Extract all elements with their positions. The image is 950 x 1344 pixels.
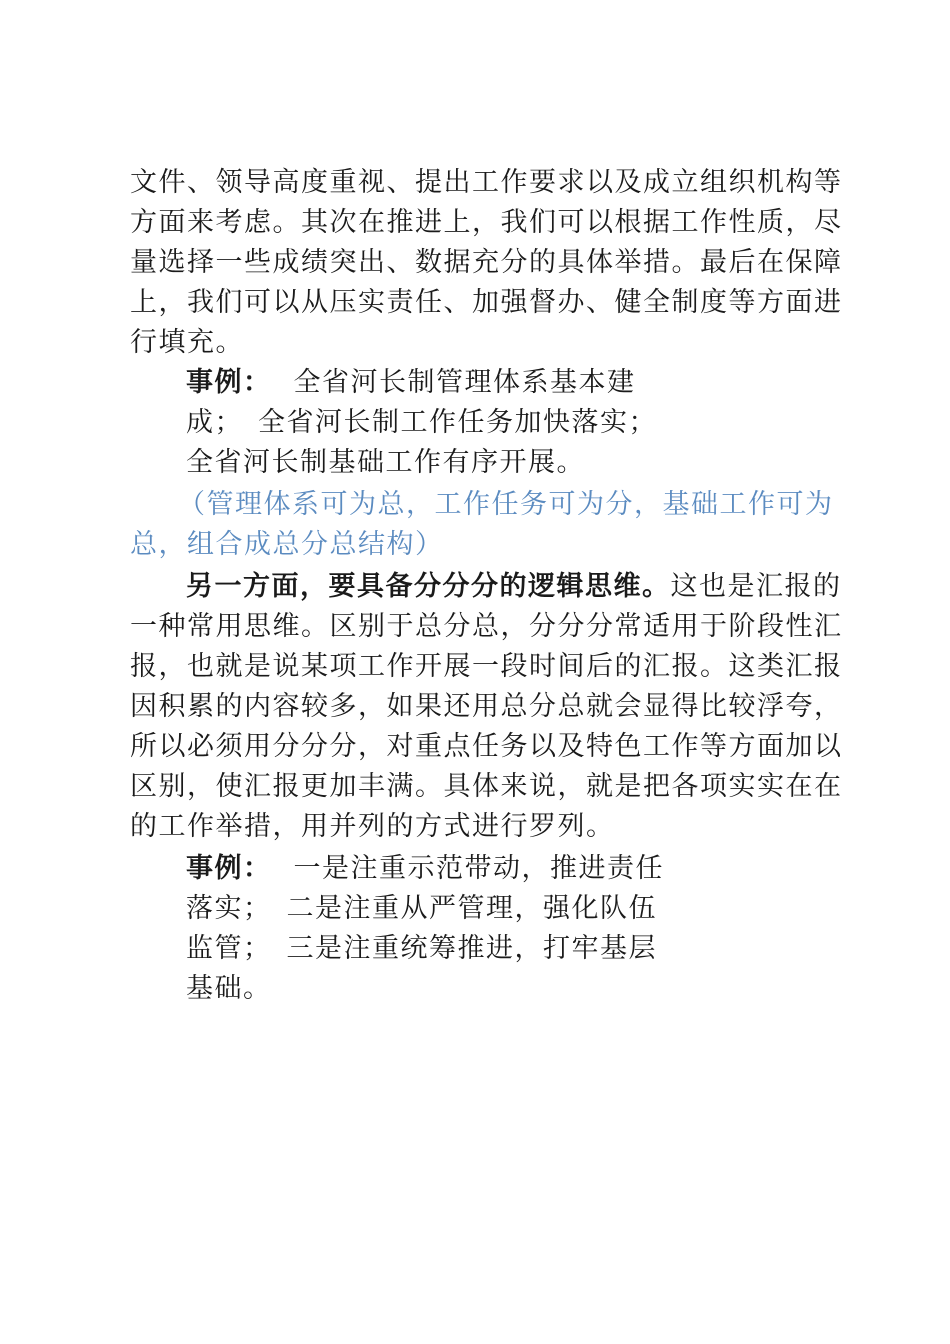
body2-line-6: 区别，使汇报更加丰满。具体来说，就是把各项实实在在 [130, 771, 843, 802]
example2-line-1 [186, 849, 896, 889]
example2-line-4: 基础。 [186, 973, 272, 1004]
example2-text-1: 一是注重示范带动，推进责任 [293, 853, 664, 884]
body2-line-5: 所以必须用分分分，对重点任务以及特色工作等方面加以 [130, 731, 843, 762]
example2-label: 事例： [186, 853, 272, 884]
body2-line-4: 因积累的内容较多，如果还用总分总就会显得比较浮夸， [130, 691, 843, 722]
example2-line-2: 落实； 二是注重从严管理，强化队伍 [186, 893, 657, 924]
example1-line-2: 成； 全省河长制工作任务加快落实； [186, 407, 657, 438]
body2-text-1: 这也是汇报的 [670, 571, 842, 602]
body2-lead: 另一方面，要具备分分分的逻辑思维。 [186, 571, 671, 602]
intro-line-3: 量选择一些成绩突出、数据充分的具体举措。最后在保障 [130, 247, 843, 278]
intro-line-2: 方面来考虑。其次在推进上，我们可以根据工作性质，尽 [130, 207, 843, 238]
example1-label: 事例： [186, 367, 272, 398]
body2-line-3: 报，也就是说某项工作开展一段时间后的汇报。这类汇报 [130, 651, 843, 682]
example1-text-1: 全省河长制管理体系基本建 [293, 367, 636, 398]
note-line-1: （管理体系可为总，工作任务可为分，基础工作可为 [178, 489, 834, 520]
example2-line-3: 监管； 三是注重统筹推进，打牢基层 [186, 933, 657, 964]
body2-line-1 [186, 567, 896, 607]
example1-line-3: 全省河长制基础工作有序开展。 [186, 447, 585, 478]
intro-line-1: 文件、领导高度重视、提出工作要求以及成立组织机构等 [130, 167, 843, 198]
intro-line-5: 行填充。 [130, 327, 244, 358]
intro-line-4: 上，我们可以从压实责任、加强督办、健全制度等方面进 [130, 287, 843, 318]
body2-line-2: 一种常用思维。区别于总分总，分分分常适用于阶段性汇 [130, 611, 843, 642]
example1-line-1 [186, 363, 896, 403]
body2-line-7: 的工作举措，用并列的方式进行罗列。 [130, 811, 615, 842]
note-line-2: 总，组合成总分总结构） [130, 529, 444, 560]
